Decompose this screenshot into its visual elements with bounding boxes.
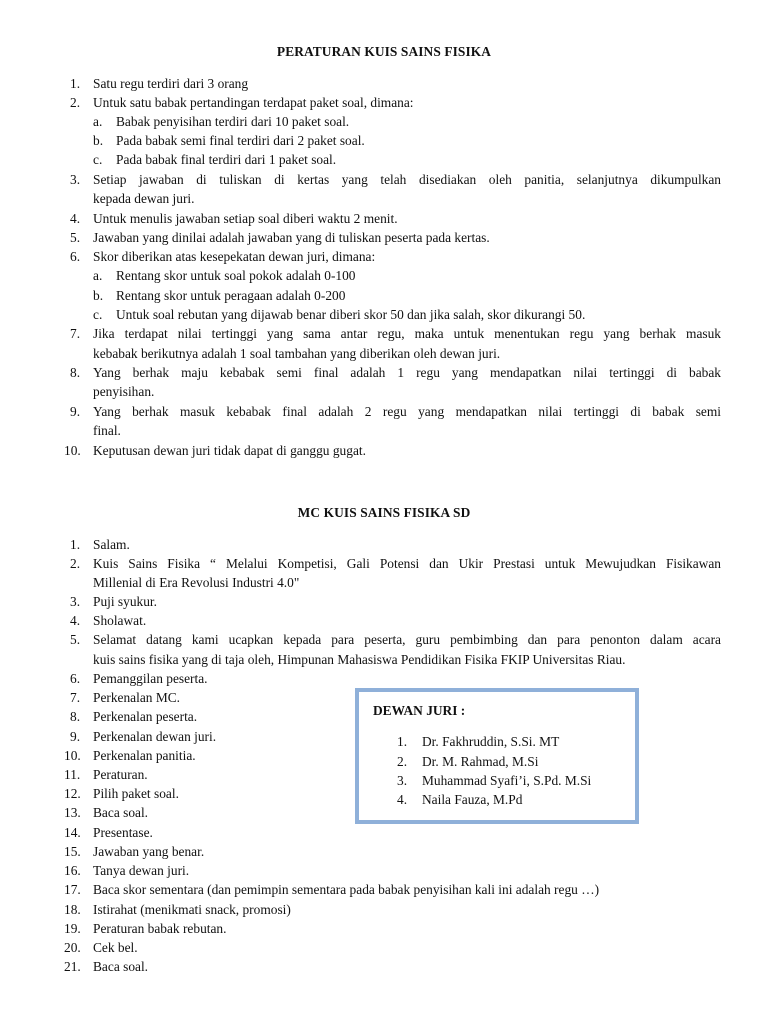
mc-title: MC KUIS SAINS FISIKA SD <box>297 505 471 520</box>
dewan-juri-box: DEWAN JURI : 1. Dr. Fakhruddin, S.Si. MT 2. Dr. M. Rahmad, M.Si 3. Muhammad Syafi’i, S.Pd. M.Si 4. Naila Fauza, M.Pd <box>355 688 639 824</box>
document-page: PERATURAN KUIS SAINS FISIKA 1. Satu regu terdiri dari 3 orang 2. Untuk satu babak pertandingan terdapat paket soal, dimana: a. Babak penyisihan terdiri dari 10 paket soal. b. Pada babak semi final terdiri dari 2 paket soal. c. Pada babak final terdiri dari 1 paket soal. 3. Setiap jawaban di tuliskan di kertas yang telah disediakan oleh panitia, selanjutnya dikumpulkan kepada dewan juri. 4. Untuk menulis jawaban setiap soal diberi waktu 2 menit. 5. Jawaban yang dinilai adalah jawaban yang di tuliskan peserta pada kertas. 6. Skor diberikan atas kesepekatan dewan juri, dimana: a. Rentang skor untuk soal pokok adalah 0-100 b. Rentang skor untuk peragaan adalah 0-200 c. Untuk soal rebutan yang dijawab benar diberi skor 50 dan jika salah, skor dikurangi 50. 7. Jika terdapat nilai tertinggi yang sama antar regu, maka untuk menentukan regu yang berhak masuk kebabak berikutnya adalah 1 soal tambahan yang diberikan oleh dewan juri. 8. Yang berhak maju kebabak semi final adalah 1 regu yang mendapatkan nilai tertinggi di babak penyisihan. 9. Yang berhak masuk kebabak final adalah 2 regu yang mendapatkan nilai tertinggi di babak semi final. 10. Keputusan dewan juri tidak dapat di ganggu gugat. MC KUIS SAINS FISIKA SD 1. Salam. 2. Kuis Sains Fisika “ Melalui Kompetisi, Gali Potensi dan Ukir Prestasi untuk Mewujudkan Fisikawan Millenial di Era Revolusi Industri 4.0" 3. Puji syukur. 4. Sholawat. 5. Selamat datang kami ucapkan kepada para peserta, guru pembimbing dan para penonton dalam acara kuis sains fisika yang di taja oleh, Himpunan Mahasiswa Pendidikan Fisika FKIP Universitas Riau. 6. Pemanggilan peserta. 7. Perkenalan MC. 8. Perkenalan peserta. 9. Perkenalan dewan juri. 10. Perkenalan panitia. 11. Peraturan. 12. Pilih paket soal. 13. Baca soal. 14. Presentase. 15. Jawaban yang benar. 16. Tanya dewan juri. 17. Baca skor sementara (dan pemimpin sementara pada babak penyisihan kali ini adalah regu …) 18. Istirahat (menikmati snack, promosi) 19. Peraturan babak rebutan. 20. Cek bel. 21. Baca soal. DEWAN JURI : 1. Dr. Fakhruddin, S.Si. MT 2. Dr. M. Rahmad, M.Si 3. Muhammad Syafi’i, S.Pd. M.Si 4. Naila Fauza, M.Pd <box>0 0 768 1024</box>
dewan-juri-title: DEWAN JURI : <box>373 703 466 718</box>
rules-title: PERATURAN KUIS SAINS FISIKA <box>276 44 492 59</box>
